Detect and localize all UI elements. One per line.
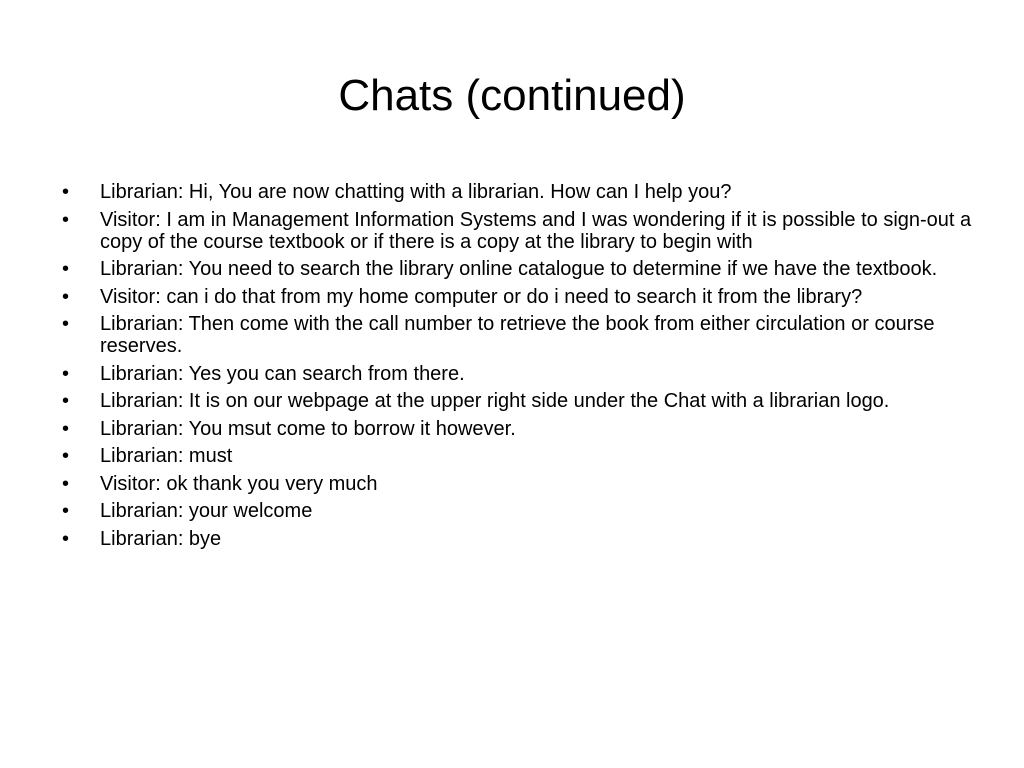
list-item <box>62 209 972 253</box>
list-item-text: Librarian: Hi, You are now chatting with a librarian. How can I help you? <box>100 181 732 203</box>
list-item-text: Visitor: can i do that from my home computer or do i need to search it from the library? <box>100 285 863 308</box>
list-item <box>62 363 972 385</box>
list-item <box>62 418 972 440</box>
list-item-text: Librarian: bye <box>100 527 222 550</box>
bullet-icon: • <box>62 208 70 231</box>
bullet-icon: • <box>62 527 70 550</box>
list-item-text: Librarian: must <box>100 445 233 467</box>
list-item <box>62 390 972 412</box>
list-item-text: Visitor: I am in Management Information Systems and I was wondering if it is possible to sign-out a copy of the course textbook or if there is a copy at the library to begin with <box>100 208 972 253</box>
list-item <box>62 286 972 308</box>
bullet-icon: • <box>62 472 70 495</box>
list-item-text: Librarian: Yes you can search from there. <box>100 362 465 385</box>
list-item <box>62 313 972 357</box>
list-item-text: Librarian: It is on our webpage at the upper right side under the Chat with a librarian logo. <box>100 390 890 412</box>
slide-title: Chats (continued) <box>338 71 686 120</box>
list-item-text: Librarian: You msut come to borrow it however. <box>100 417 516 440</box>
list-item-text: Librarian: Then come with the call number to retrieve the book from either circulation or course reserves. <box>100 313 935 357</box>
list-item-text: Librarian: your welcome <box>100 500 313 522</box>
bullet-icon: • <box>62 362 70 385</box>
list-item <box>62 258 972 280</box>
list-item <box>62 473 972 495</box>
list-item <box>62 445 972 467</box>
bullet-icon: • <box>62 417 70 440</box>
chat-transcript-list <box>62 181 972 555</box>
bullet-icon: • <box>62 500 70 522</box>
list-item <box>62 528 972 550</box>
bullet-icon: • <box>62 445 70 467</box>
list-item <box>62 181 972 203</box>
list-item <box>62 500 972 522</box>
list-item-text: Visitor: ok thank you very much <box>100 472 378 495</box>
bullet-icon: • <box>62 313 70 335</box>
list-item-text: Librarian: You need to search the library online catalogue to determine if we have the textbook. <box>100 258 938 280</box>
bullet-icon: • <box>62 258 70 280</box>
bullet-icon: • <box>62 390 70 412</box>
bullet-icon: • <box>62 285 70 308</box>
bullet-icon: • <box>62 181 70 203</box>
